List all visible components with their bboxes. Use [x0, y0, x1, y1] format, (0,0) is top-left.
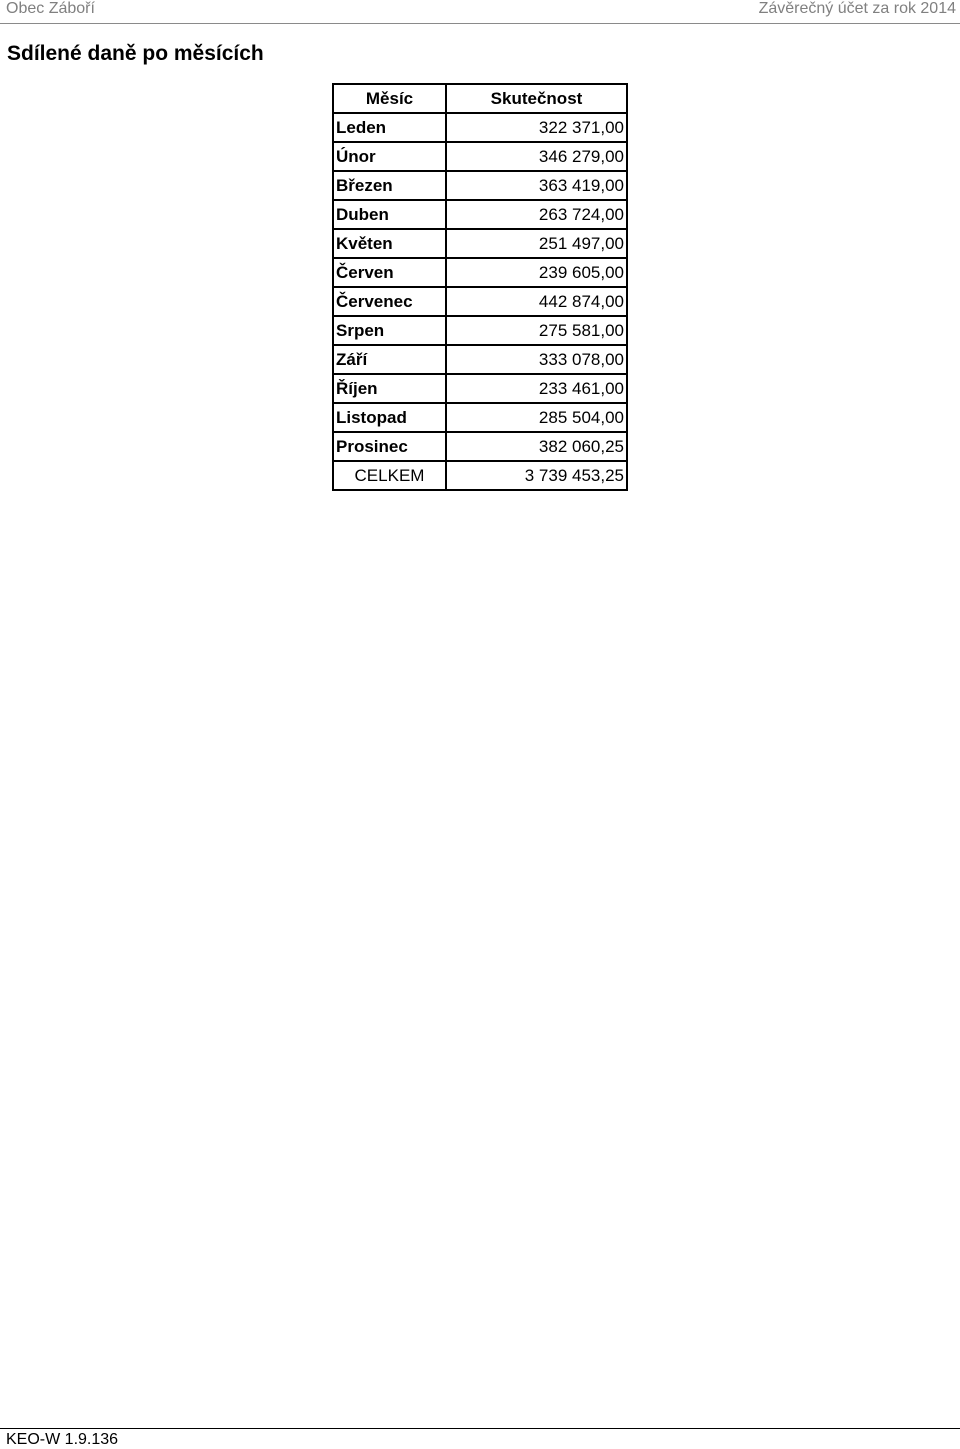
value-cell: 239 605,00 [446, 258, 627, 287]
total-row [333, 461, 627, 490]
value-cell: 285 504,00 [446, 403, 627, 432]
shared-taxes-table [332, 83, 628, 491]
table-row [333, 432, 627, 461]
month-cell: Leden [333, 113, 446, 142]
total-label: CELKEM [333, 461, 446, 490]
value-cell: 363 419,00 [446, 171, 627, 200]
page-header [0, 0, 960, 24]
table-row [333, 229, 627, 258]
page-title: Sdílené daně po měsících [7, 42, 264, 65]
municipality-name: Obec Záboří [6, 0, 95, 17]
value-cell: 233 461,00 [446, 374, 627, 403]
month-cell: Únor [333, 142, 446, 171]
column-header-actual: Skutečnost [446, 84, 627, 113]
month-cell: Červenec [333, 287, 446, 316]
table-row [333, 287, 627, 316]
month-cell: Září [333, 345, 446, 374]
table-row [333, 113, 627, 142]
month-cell: Listopad [333, 403, 446, 432]
month-cell: Prosinec [333, 432, 446, 461]
month-cell: Červen [333, 258, 446, 287]
software-version: KEO-W 1.9.136 [6, 1431, 119, 1448]
footer-divider [0, 1428, 960, 1429]
value-cell: 322 371,00 [446, 113, 627, 142]
month-cell: Duben [333, 200, 446, 229]
value-cell: 346 279,00 [446, 142, 627, 171]
column-header-month: Měsíc [333, 84, 446, 113]
table-row [333, 200, 627, 229]
value-cell: 382 060,25 [446, 432, 627, 461]
month-cell: Květen [333, 229, 446, 258]
table-row [333, 316, 627, 345]
value-cell: 251 497,00 [446, 229, 627, 258]
table-row [333, 171, 627, 200]
table-row [333, 258, 627, 287]
month-cell: Srpen [333, 316, 446, 345]
month-cell: Březen [333, 171, 446, 200]
table-row [333, 374, 627, 403]
table-row [333, 345, 627, 374]
value-cell: 442 874,00 [446, 287, 627, 316]
value-cell: 263 724,00 [446, 200, 627, 229]
month-cell: Říjen [333, 374, 446, 403]
table-row [333, 142, 627, 171]
table-header-row [333, 84, 627, 113]
value-cell: 275 581,00 [446, 316, 627, 345]
value-cell: 333 078,00 [446, 345, 627, 374]
table-row [333, 403, 627, 432]
report-title: Závěrečný účet za rok 2014 [758, 0, 956, 17]
total-value: 3 739 453,25 [446, 461, 627, 490]
